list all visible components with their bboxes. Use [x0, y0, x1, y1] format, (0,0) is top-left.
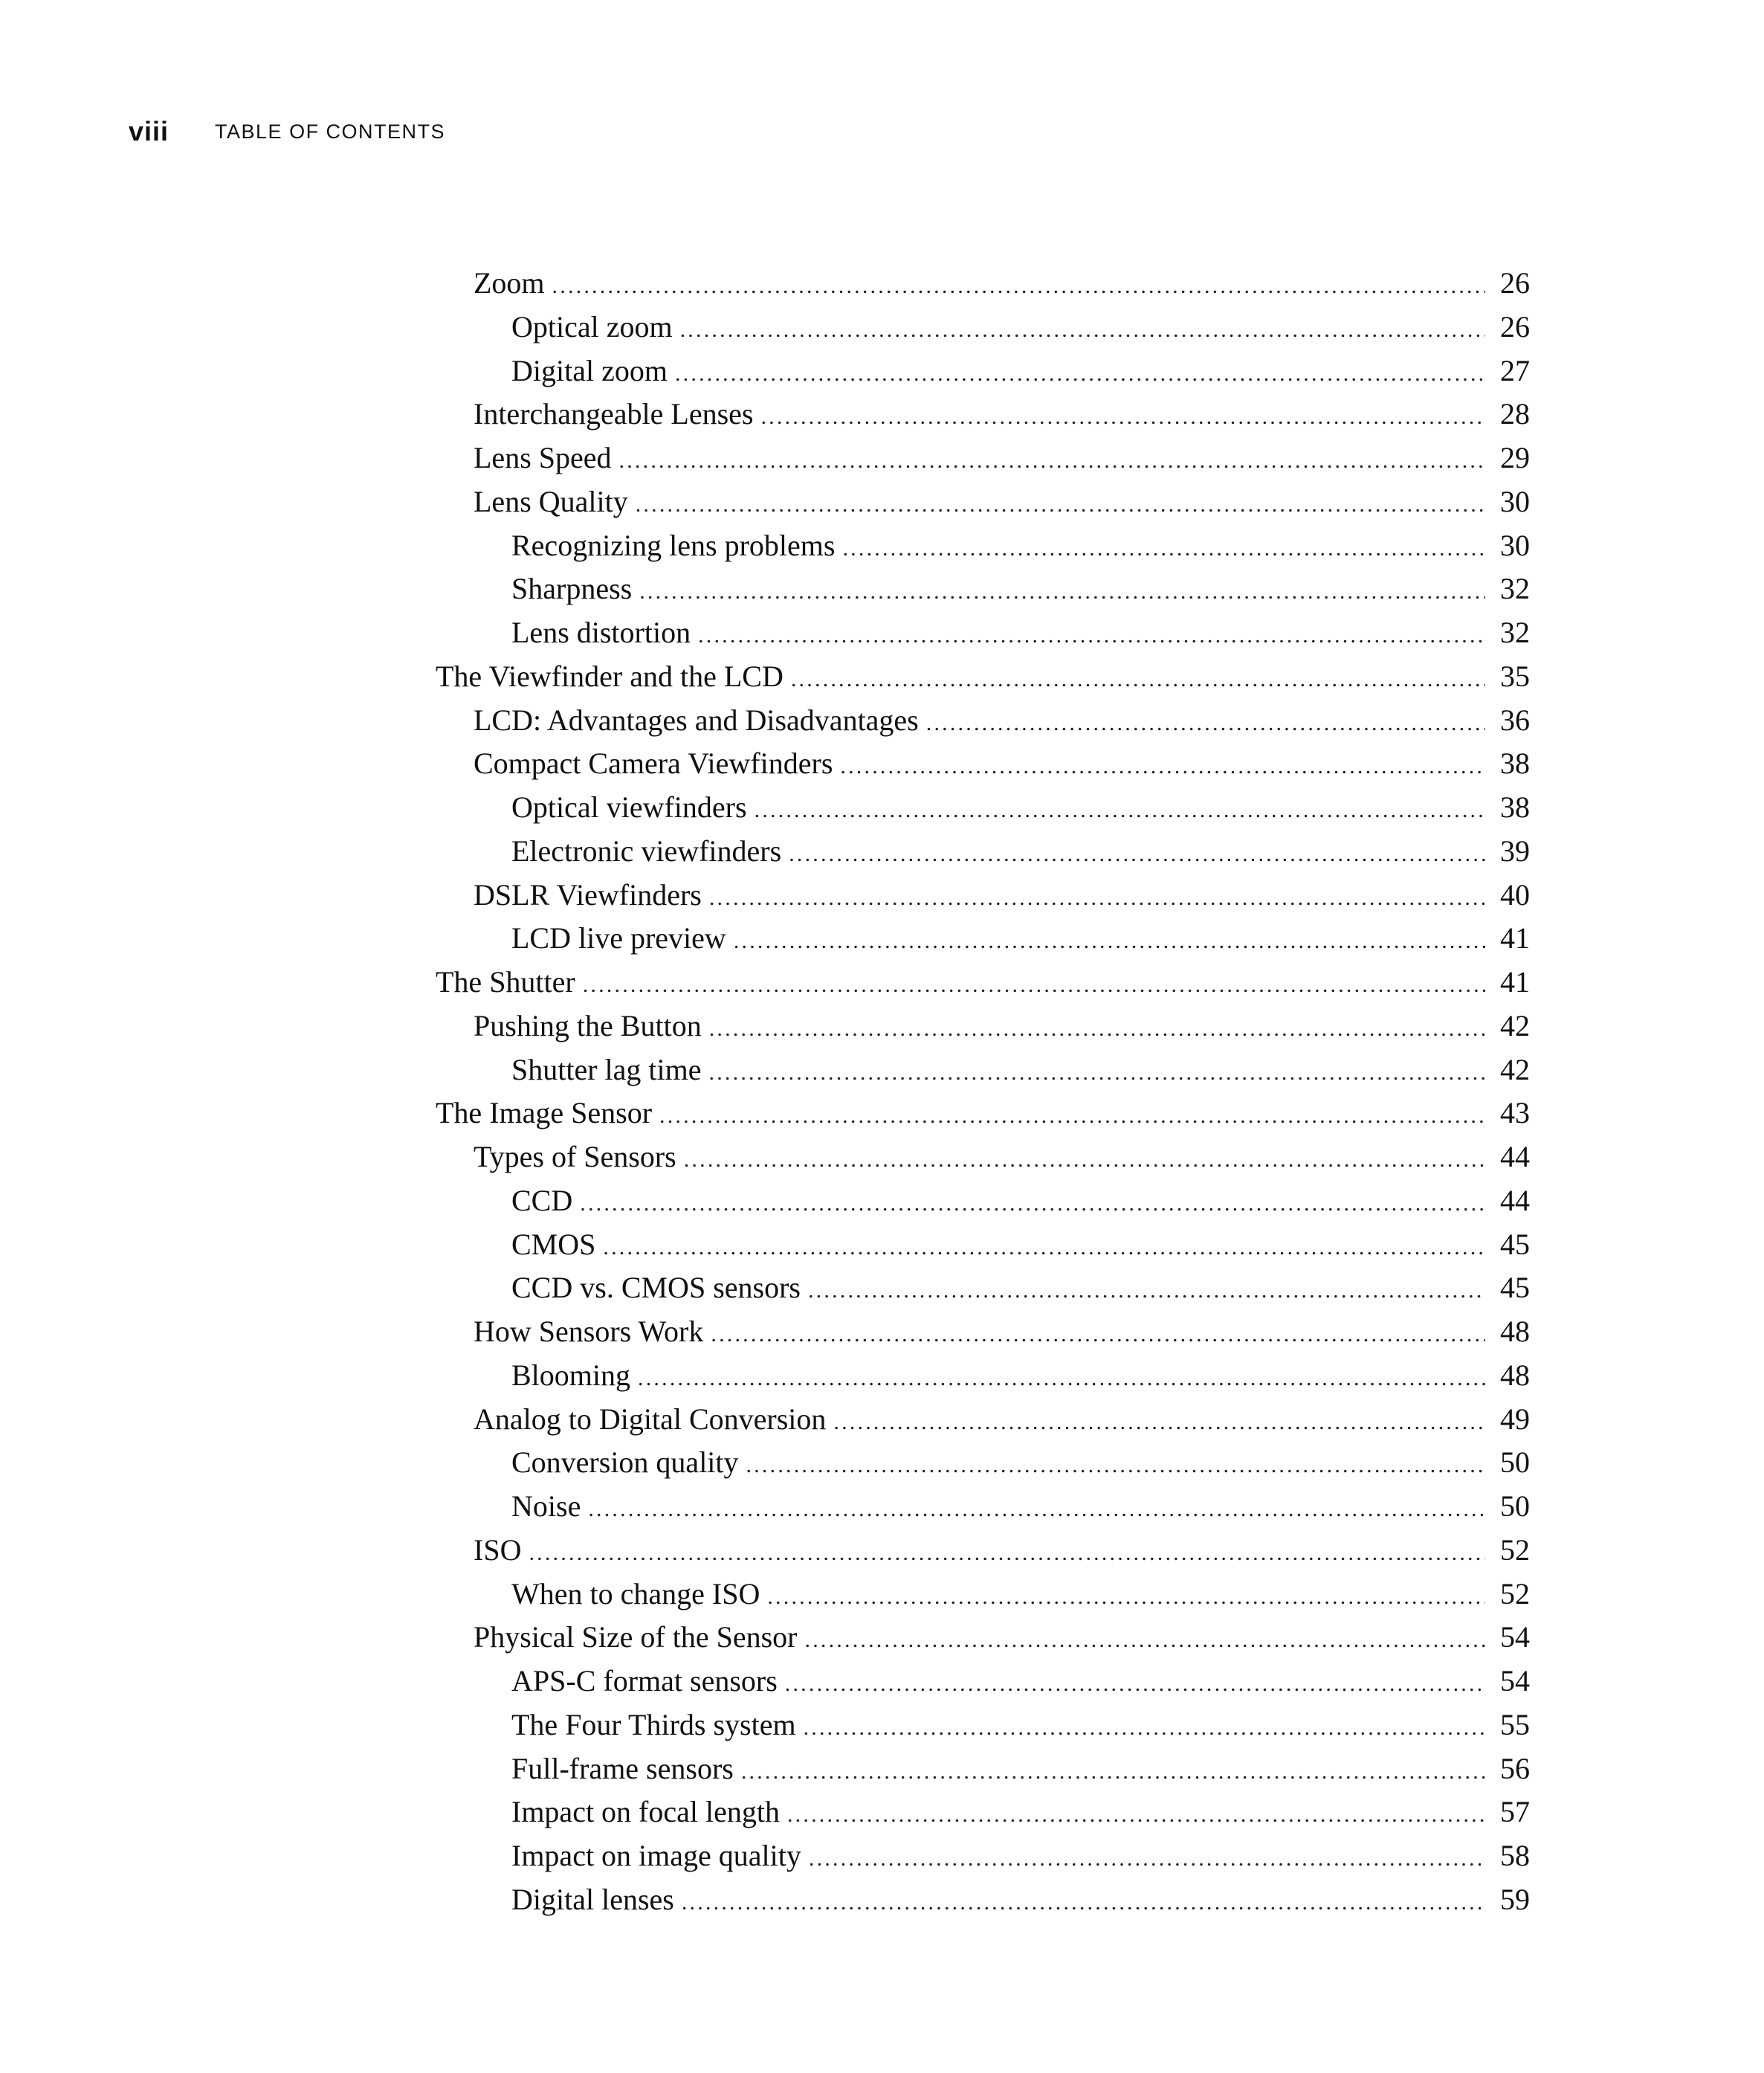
toc-entry-title: Lens Quality	[474, 484, 628, 518]
toc-entry	[436, 524, 1530, 568]
toc-entry-page-number: 26	[1500, 266, 1530, 300]
toc-entry-title: DSLR Viewfinders	[474, 877, 702, 912]
toc-entry-title: The Shutter	[436, 965, 575, 999]
dot-leader	[755, 789, 1485, 833]
toc-entry-page-number: 36	[1500, 703, 1530, 737]
toc-entry-page-number: 38	[1500, 790, 1530, 824]
toc-entry	[436, 1354, 1530, 1398]
toc-entry	[436, 1310, 1530, 1354]
toc-entry-title: ISO	[474, 1532, 522, 1567]
toc-entry	[436, 961, 1530, 1005]
toc-entry-page-number: 39	[1500, 834, 1530, 868]
dot-leader	[619, 439, 1485, 483]
toc-entry	[436, 699, 1530, 743]
toc-entry	[436, 1878, 1530, 1922]
toc-entry	[436, 1398, 1530, 1442]
toc-entry	[436, 1747, 1530, 1791]
toc-entry-page-number: 42	[1500, 1052, 1530, 1086]
dot-leader	[639, 570, 1485, 614]
dot-leader	[787, 1793, 1485, 1837]
dot-leader	[583, 964, 1485, 1008]
toc-entry-title: Digital lenses	[511, 1882, 674, 1916]
dot-leader	[760, 396, 1485, 439]
toc-entry-page-number: 32	[1500, 616, 1530, 649]
toc-entry-page-number: 48	[1500, 1358, 1530, 1392]
dot-leader	[805, 1619, 1486, 1663]
toc-entry-title: The Viewfinder and the LCD	[436, 659, 784, 693]
toc-entry-page-number: 48	[1500, 1315, 1530, 1348]
dot-leader	[804, 1706, 1485, 1750]
section-label: TABLE OF CONTENTS	[215, 120, 446, 143]
toc-entry-page-number: 55	[1500, 1707, 1530, 1741]
toc-entry-title: CMOS	[511, 1227, 596, 1261]
toc-entry	[436, 1573, 1530, 1616]
dot-leader	[529, 1532, 1485, 1576]
toc-entry-title: When to change ISO	[511, 1576, 760, 1611]
toc-entry-page-number: 40	[1500, 877, 1530, 912]
toc-entry	[436, 1834, 1530, 1878]
toc-entry-title: Zoom	[474, 266, 545, 300]
dot-leader	[808, 1269, 1485, 1313]
toc-entry-page-number: 57	[1500, 1795, 1530, 1829]
dot-leader	[926, 702, 1485, 746]
toc-entry-title: LCD live preview	[511, 921, 726, 955]
toc-entry	[436, 1179, 1530, 1223]
toc-entry	[436, 1790, 1530, 1834]
toc-entry-title: Pushing the Button	[474, 1008, 702, 1042]
dot-leader	[709, 1008, 1485, 1051]
toc-entry-title: Recognizing lens problems	[511, 528, 836, 562]
toc-entry-page-number: 41	[1500, 965, 1530, 999]
toc-entry-page-number: 58	[1500, 1839, 1530, 1872]
toc-entry-title: Optical zoom	[511, 309, 673, 344]
toc-entry	[436, 1660, 1530, 1703]
toc-entry	[436, 306, 1530, 349]
dot-leader	[789, 833, 1485, 877]
toc-entry	[436, 393, 1530, 436]
running-head	[129, 113, 445, 150]
dot-leader	[734, 920, 1485, 964]
toc-entry	[436, 611, 1530, 655]
toc-entry-title: Lens Speed	[474, 441, 612, 474]
toc-entry	[436, 1005, 1530, 1048]
toc-entry-page-number: 45	[1500, 1227, 1530, 1261]
toc-entry	[436, 1485, 1530, 1529]
toc-entry	[436, 567, 1530, 611]
toc-entry-page-number: 59	[1500, 1882, 1530, 1916]
toc-entry	[436, 786, 1530, 830]
dot-leader	[767, 1576, 1485, 1619]
dot-leader	[636, 483, 1485, 527]
toc-entry-title: Interchangeable Lenses	[474, 397, 754, 431]
toc-entry-title: CCD vs. CMOS sensors	[511, 1271, 801, 1305]
dot-leader	[603, 1226, 1485, 1270]
toc-entry-page-number: 43	[1500, 1096, 1530, 1130]
toc-entry-title: Physical Size of the Sensor	[474, 1620, 798, 1654]
dot-leader	[842, 527, 1485, 571]
dot-leader	[709, 877, 1485, 921]
dot-leader	[684, 1138, 1485, 1182]
toc-entry-page-number: 28	[1500, 397, 1530, 431]
toc-entry	[436, 1135, 1530, 1179]
toc-entry-title: Analog to Digital Conversion	[474, 1402, 827, 1436]
dot-leader	[840, 745, 1485, 789]
toc-entry	[436, 1441, 1530, 1485]
toc-entry	[436, 262, 1530, 306]
toc-entry-title: Types of Sensors	[474, 1140, 676, 1173]
dot-leader	[741, 1750, 1485, 1794]
toc-entry	[436, 1616, 1530, 1660]
toc-entry-page-number: 49	[1500, 1402, 1530, 1436]
toc-entry-page-number: 52	[1500, 1532, 1530, 1567]
toc-entry	[436, 1223, 1530, 1267]
toc-entry-title: Conversion quality	[511, 1445, 739, 1480]
toc-entry-page-number: 44	[1500, 1140, 1530, 1173]
toc-entry-title: Impact on image quality	[511, 1839, 801, 1872]
toc-entry-page-number: 54	[1500, 1620, 1530, 1654]
dot-leader	[680, 309, 1485, 352]
toc-entry-title: APS-C format sensors	[511, 1664, 778, 1698]
toc-entry-title: Lens distortion	[511, 616, 691, 649]
toc-entry-page-number: 26	[1500, 309, 1530, 344]
dot-leader	[638, 1357, 1485, 1401]
toc-entry-page-number: 44	[1500, 1183, 1530, 1217]
toc-entry-title: Electronic viewfinders	[511, 834, 782, 868]
toc-entry-title: How Sensors Work	[474, 1315, 704, 1348]
toc-entry-page-number: 52	[1500, 1576, 1530, 1611]
dot-leader	[785, 1663, 1485, 1706]
toc-entry-page-number: 42	[1500, 1008, 1530, 1042]
dot-leader	[746, 1444, 1485, 1488]
toc-entry-title: Digital zoom	[511, 353, 668, 387]
toc-entry-page-number: 41	[1500, 921, 1530, 955]
dot-leader	[682, 1881, 1485, 1925]
toc-entry-page-number: 32	[1500, 572, 1530, 606]
dot-leader	[709, 1051, 1485, 1095]
dot-leader	[833, 1401, 1485, 1445]
dot-leader	[809, 1837, 1485, 1881]
toc-entry-title: Impact on focal length	[511, 1795, 780, 1829]
dot-leader	[552, 265, 1485, 309]
toc-entry	[436, 1092, 1530, 1135]
toc-entry	[436, 349, 1530, 393]
toc-entry-page-number: 29	[1500, 441, 1530, 474]
toc-entry-page-number: 50	[1500, 1489, 1530, 1523]
toc-entry-page-number: 27	[1500, 353, 1530, 387]
toc-entry-title: The Four Thirds system	[511, 1707, 796, 1741]
toc-entry-title: Full-frame sensors	[511, 1751, 734, 1785]
toc-entry	[436, 917, 1530, 961]
dot-leader	[580, 1182, 1485, 1226]
toc-entry-title: The Image Sensor	[436, 1096, 653, 1130]
toc-entry-page-number: 30	[1500, 484, 1530, 518]
toc-entry-title: Optical viewfinders	[511, 790, 747, 824]
toc-entry	[436, 1048, 1530, 1092]
toc-entry	[436, 742, 1530, 786]
toc-entry	[436, 874, 1530, 918]
toc-entry-title: CCD	[511, 1183, 573, 1217]
page-folio: viii	[129, 116, 169, 146]
toc-entry	[436, 1703, 1530, 1747]
toc-entry-page-number: 54	[1500, 1664, 1530, 1698]
toc-entry-title: Blooming	[511, 1358, 631, 1392]
toc-entry-title: Noise	[511, 1489, 581, 1523]
toc-entry	[436, 480, 1530, 524]
dot-leader	[791, 658, 1485, 702]
dot-leader	[588, 1488, 1485, 1532]
table-of-contents	[436, 262, 1530, 1922]
dot-leader	[675, 352, 1485, 396]
toc-entry	[436, 436, 1530, 480]
dot-leader	[659, 1094, 1485, 1138]
toc-entry-page-number: 50	[1500, 1445, 1530, 1480]
toc-entry-title: LCD: Advantages and Disadvantages	[474, 703, 919, 737]
toc-entry-title: Sharpness	[511, 572, 633, 606]
dot-leader	[711, 1313, 1485, 1357]
toc-entry-page-number: 45	[1500, 1271, 1530, 1305]
toc-entry	[436, 1266, 1530, 1310]
dot-leader	[698, 614, 1485, 658]
toc-entry-page-number: 30	[1500, 528, 1530, 562]
toc-entry	[436, 655, 1530, 699]
toc-entry-page-number: 56	[1500, 1751, 1530, 1785]
toc-entry-title: Shutter lag time	[511, 1052, 702, 1086]
toc-entry-page-number: 35	[1500, 659, 1530, 693]
toc-entry-page-number: 38	[1500, 747, 1530, 781]
toc-entry	[436, 830, 1530, 874]
toc-entry	[436, 1529, 1530, 1573]
toc-entry-title: Compact Camera Viewfinders	[474, 747, 833, 781]
